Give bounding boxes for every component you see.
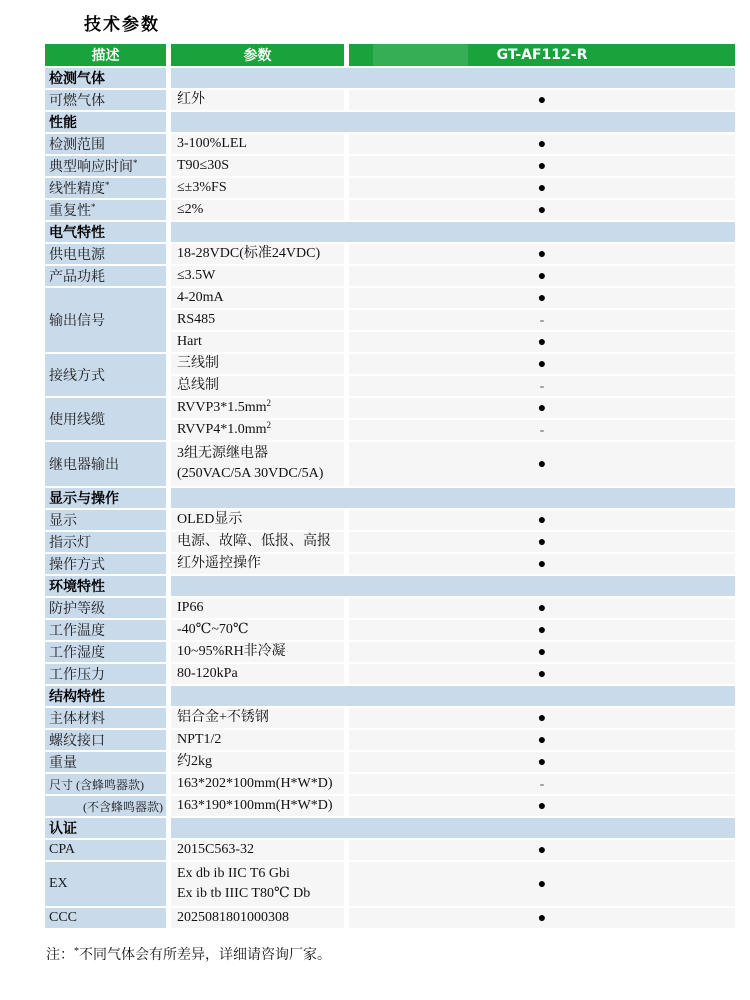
supported-dot: ● (537, 755, 547, 770)
spec-param-value: NPT1/2 (177, 732, 222, 747)
spec-row (45, 598, 735, 618)
spec-param-text (177, 752, 344, 772)
spec-name-cell (45, 752, 166, 772)
footnote-marker: * (133, 158, 138, 169)
supported-dot: ● (537, 269, 547, 284)
spec-name-text: 螺纹接口 (49, 734, 105, 749)
spec-name-text: CPA (49, 842, 75, 857)
spec-param-text (177, 664, 344, 684)
spec-param-value: 4-20mA (177, 290, 224, 305)
spec-param-text (177, 642, 344, 662)
spec-name-text: 显示 (49, 514, 77, 529)
supported-dot: ● (537, 401, 547, 416)
spec-param-text (177, 730, 344, 750)
spec-row (45, 354, 735, 374)
spec-row (45, 244, 735, 264)
spec-name-text: 使用线缆 (49, 413, 105, 428)
column-header-model (349, 44, 735, 66)
spec-row (45, 774, 735, 794)
spec-value-cell (349, 90, 735, 110)
spec-value-cell (349, 420, 735, 440)
spec-param-value: RS485 (177, 312, 216, 327)
spec-name-cell (45, 510, 166, 530)
supported-dot: ● (537, 357, 547, 372)
supported-dot: ● (537, 291, 547, 306)
not-supported-dash: - (539, 379, 545, 394)
spec-param-value: T90≤30S (177, 158, 230, 173)
page-title: 技术参数 (84, 15, 160, 35)
footnote-text: 不同气体会有所差异，详细请咨询厂家。 (79, 948, 331, 963)
spec-row (45, 664, 735, 684)
supported-dot: ● (537, 733, 547, 748)
spec-param-value: ≤2% (177, 202, 204, 217)
spec-name-text: 检测范围 (49, 138, 105, 153)
spec-row (45, 554, 735, 574)
section-filler-cell (171, 686, 735, 706)
spec-param-text (177, 708, 344, 728)
spec-value-cell (349, 598, 735, 618)
spec-param-text (177, 354, 344, 374)
spec-param-value: ≤3.5W (177, 268, 216, 283)
spec-value-cell (349, 244, 735, 264)
spec-name-text: EX (49, 876, 68, 891)
spec-param-cell (171, 134, 344, 154)
spec-param-cell (171, 908, 344, 928)
model-name: GT-AF112-R (496, 47, 588, 63)
spec-param-value: 红外遥控操作 (177, 556, 261, 571)
spec-name-cell (45, 730, 166, 750)
supported-dot: ● (537, 137, 547, 152)
spec-value-cell (349, 862, 735, 906)
spec-row (45, 134, 735, 154)
spec-param-text (177, 178, 344, 198)
spec-param-text (177, 774, 344, 794)
section-title-cell: 环境特性 (45, 576, 166, 596)
spec-value-cell (349, 774, 735, 794)
section-title-cell: 认证 (45, 818, 166, 838)
spec-name-cell (45, 134, 166, 154)
column-header-parameter: 参数 (171, 44, 344, 66)
supported-dot: ● (537, 181, 547, 196)
spec-name-cell (45, 178, 166, 198)
spec-param-cell (171, 598, 344, 618)
spec-param-text (177, 200, 344, 220)
spec-param-cell (171, 332, 344, 352)
spec-param-text (177, 310, 344, 330)
spec-param-value: -40℃~70℃ (177, 622, 249, 637)
spec-table (40, 42, 740, 930)
spec-param-text (177, 376, 344, 396)
spec-param-value: 2025081801000308 (177, 910, 289, 925)
footnote-marker: * (74, 946, 79, 958)
spec-row (45, 730, 735, 750)
spec-param-text (177, 864, 344, 884)
spec-param-text (177, 908, 344, 928)
spec-name-text: 操作方式 (49, 558, 105, 573)
spec-row (45, 796, 735, 816)
spec-value-cell (349, 796, 735, 816)
spec-param-value: Ex db ib IIC T6 Gbi (177, 866, 290, 881)
spec-param-text (177, 398, 344, 418)
spec-name-cell (45, 288, 166, 352)
footnote (46, 944, 331, 964)
spec-name-text: 工作压力 (49, 668, 105, 683)
footnote-prefix: 注： (46, 948, 74, 963)
spec-param-value: RVVP3*1.5mm (177, 400, 267, 415)
supported-dot: ● (537, 457, 547, 472)
spec-row (45, 752, 735, 772)
spec-value-cell (349, 664, 735, 684)
spec-param-cell (171, 354, 344, 374)
spec-name-cell (45, 840, 166, 860)
not-supported-dash: - (539, 423, 545, 438)
spec-name-text: CCC (49, 910, 78, 925)
supported-dot: ● (537, 799, 547, 814)
supported-dot: ● (537, 513, 547, 528)
section-row (45, 112, 735, 132)
spec-name-text: 工作温度 (49, 624, 105, 639)
spec-value-cell (349, 156, 735, 176)
spec-param-cell (171, 90, 344, 110)
spec-param-value: 3组无源继电器 (177, 446, 268, 461)
spec-param-cell (171, 310, 344, 330)
spec-name-text: 工作湿度 (49, 646, 105, 661)
section-row (45, 488, 735, 508)
section-filler-cell (171, 576, 735, 596)
spec-param-value: 铝合金+不锈钢 (177, 710, 269, 725)
spec-value-cell (349, 620, 735, 640)
spec-row (45, 288, 735, 308)
spec-param-cell (171, 554, 344, 574)
spec-param-cell (171, 288, 344, 308)
header-row (45, 44, 735, 66)
section-filler-cell (171, 818, 735, 838)
spec-row (45, 398, 735, 418)
spec-name-text: 接线方式 (49, 369, 105, 384)
spec-name-text: 尺寸 (含蜂鸣器款) (49, 777, 144, 792)
spec-name-text: 可燃气体 (49, 94, 105, 109)
spec-param-cell (171, 532, 344, 552)
spec-name-cell (45, 266, 166, 286)
section-filler-cell (171, 68, 735, 88)
spec-name-cell (45, 642, 166, 662)
supported-dot: ● (537, 93, 547, 108)
spec-name-cell (45, 908, 166, 928)
spec-param-value: Hart (177, 334, 202, 349)
supported-dot: ● (537, 911, 547, 926)
supported-dot: ● (537, 645, 547, 660)
section-filler-cell (171, 488, 735, 508)
spec-name-cell (45, 554, 166, 574)
section-title-cell: 电气特性 (45, 222, 166, 242)
spec-value-cell (349, 134, 735, 154)
spec-name-text: 主体材料 (49, 712, 105, 727)
not-supported-dash: - (539, 777, 545, 792)
spec-param-value: 3-100%LEL (177, 136, 247, 151)
spec-name-cell (45, 796, 166, 816)
spec-row (45, 510, 735, 530)
section-title-cell: 检测气体 (45, 68, 166, 88)
supported-dot: ● (537, 247, 547, 262)
spec-param-text (177, 620, 344, 640)
spec-param-value: 163*202*100mm(H*W*D) (177, 776, 333, 791)
spec-value-cell (349, 354, 735, 374)
section-filler-cell (171, 112, 735, 132)
section-row (45, 818, 735, 838)
spec-row (45, 90, 735, 110)
section-title-cell: 性能 (45, 112, 166, 132)
spec-name-text: 线性精度 (49, 182, 105, 197)
spec-param-cell (171, 398, 344, 418)
spec-row (45, 708, 735, 728)
spec-param-cell (171, 178, 344, 198)
supported-dot: ● (537, 159, 547, 174)
spec-param-cell (171, 510, 344, 530)
supported-dot: ● (537, 877, 547, 892)
spec-value-cell (349, 752, 735, 772)
spec-row (45, 156, 735, 176)
spec-value-cell (349, 266, 735, 286)
section-row (45, 68, 735, 88)
spec-name-cell (45, 90, 166, 110)
spec-param-cell (171, 420, 344, 440)
spec-name-text: 防护等级 (49, 602, 105, 617)
supported-dot: ● (537, 601, 547, 616)
supported-dot: ● (537, 203, 547, 218)
spec-param-value: 电源、故障、低报、高报 (177, 534, 331, 549)
spec-name-cell (45, 442, 166, 486)
spec-param-value: 10~95%RH非冷凝 (177, 644, 286, 659)
footnote-marker: * (91, 202, 96, 213)
brand-accent-block (373, 44, 468, 66)
supported-dot: ● (537, 535, 547, 550)
spec-param-text (177, 444, 344, 464)
spec-row (45, 840, 735, 860)
spec-param-value: 总线制 (177, 378, 219, 393)
spec-param-cell (171, 664, 344, 684)
spec-param-cell (171, 730, 344, 750)
spec-row (45, 862, 735, 906)
supported-dot: ● (537, 557, 547, 572)
supported-dot: ● (537, 843, 547, 858)
spec-name-cell (45, 156, 166, 176)
spec-row (45, 620, 735, 640)
spec-name-text: 产品功耗 (49, 270, 105, 285)
spec-name-text: 典型响应时间 (49, 160, 133, 175)
spec-param-text (177, 554, 344, 574)
supported-dot: ● (537, 711, 547, 726)
footnote-marker: * (105, 180, 110, 191)
spec-param-text (177, 420, 344, 440)
section-title-cell: 显示与操作 (45, 488, 166, 508)
section-title-cell: 结构特性 (45, 686, 166, 706)
spec-param-text (177, 840, 344, 860)
spec-name-text: 重量 (49, 756, 77, 771)
supported-dot: ● (537, 335, 547, 350)
spec-param-text (177, 90, 344, 110)
spec-param-value: 80-120kPa (177, 666, 238, 681)
spec-name-cell (45, 620, 166, 640)
spec-param-cell (171, 840, 344, 860)
spec-name-text: 继电器输出 (49, 458, 119, 473)
spec-row (45, 178, 735, 198)
spec-param-text (177, 796, 344, 816)
spec-value-cell (349, 376, 735, 396)
spec-value-cell (349, 908, 735, 928)
spec-name-cell (45, 774, 166, 794)
section-row (45, 576, 735, 596)
spec-value-cell (349, 288, 735, 308)
spec-value-cell (349, 840, 735, 860)
spec-value-cell (349, 510, 735, 530)
spec-param-text (177, 332, 344, 352)
spec-param-cell (171, 376, 344, 396)
spec-param-value: 2015C563-32 (177, 842, 254, 857)
spec-name-cell (45, 532, 166, 552)
spec-name-cell (45, 862, 166, 906)
spec-param-value: ≤±3%FS (177, 180, 227, 195)
spec-param-cell (171, 156, 344, 176)
spec-name-cell (45, 244, 166, 264)
superscript-exponent: 2 (266, 420, 272, 431)
spec-value-cell (349, 178, 735, 198)
spec-param-value: 约2kg (177, 754, 212, 769)
superscript-exponent: 2 (266, 398, 272, 409)
not-supported-dash: - (539, 313, 545, 328)
spec-param-text (177, 244, 344, 264)
spec-value-cell (349, 708, 735, 728)
spec-param-value: RVVP4*1.0mm (177, 422, 267, 437)
spec-value-cell (349, 642, 735, 662)
spec-name-cell (45, 598, 166, 618)
spec-param-cell (171, 642, 344, 662)
supported-dot: ● (537, 623, 547, 638)
spec-param-text (177, 134, 344, 154)
spec-name-cell (45, 708, 166, 728)
spec-param-text (177, 598, 344, 618)
spec-name-cell (45, 354, 166, 396)
spec-name-text: 指示灯 (49, 536, 91, 551)
spec-name-text: 重复性 (49, 204, 91, 219)
spec-value-cell (349, 200, 735, 220)
spec-param-value: 163*190*100mm(H*W*D) (177, 798, 333, 813)
spec-param-text-line2: (250VAC/5A 30VDC/5A) (177, 466, 324, 481)
section-row (45, 222, 735, 242)
spec-value-cell (349, 442, 735, 486)
spec-param-cell (171, 796, 344, 816)
spec-param-text (177, 288, 344, 308)
spec-param-value: IP66 (177, 600, 204, 615)
spec-name-text: (不含蜂鸣器款) (83, 799, 163, 814)
section-filler-cell (171, 222, 735, 242)
spec-param-cell (171, 708, 344, 728)
spec-value-cell (349, 730, 735, 750)
spec-param-cell (171, 752, 344, 772)
spec-row (45, 200, 735, 220)
spec-param-text-line2: Ex ib tb IIIC T80℃ Db (177, 886, 311, 901)
spec-row (45, 908, 735, 928)
spec-param-cell (171, 200, 344, 220)
spec-value-cell (349, 554, 735, 574)
spec-param-text (177, 266, 344, 286)
spec-value-cell (349, 398, 735, 418)
spec-param-text (177, 156, 344, 176)
spec-param-cell (171, 266, 344, 286)
spec-row (45, 266, 735, 286)
section-row (45, 686, 735, 706)
spec-param-text (177, 532, 344, 552)
spec-param-cell (171, 774, 344, 794)
spec-value-cell (349, 310, 735, 330)
spec-row (45, 532, 735, 552)
spec-param-cell (171, 620, 344, 640)
spec-name-cell (45, 200, 166, 220)
spec-param-value: 三线制 (177, 356, 219, 371)
spec-value-cell (349, 532, 735, 552)
spec-row (45, 442, 735, 486)
column-header-description: 描述 (45, 44, 166, 66)
spec-param-cell (171, 862, 344, 906)
spec-row (45, 642, 735, 662)
spec-param-value: 红外 (177, 92, 205, 107)
spec-param-value: 18-28VDC(标准24VDC) (177, 246, 321, 261)
spec-value-cell (349, 332, 735, 352)
spec-name-cell (45, 398, 166, 440)
spec-param-text (177, 510, 344, 530)
spec-param-cell (171, 442, 344, 486)
spec-name-text: 输出信号 (49, 314, 105, 329)
spec-name-text: 供电电源 (49, 248, 105, 263)
spec-param-value: OLED显示 (177, 512, 243, 527)
supported-dot: ● (537, 667, 547, 682)
spec-name-cell (45, 664, 166, 684)
spec-param-cell (171, 244, 344, 264)
